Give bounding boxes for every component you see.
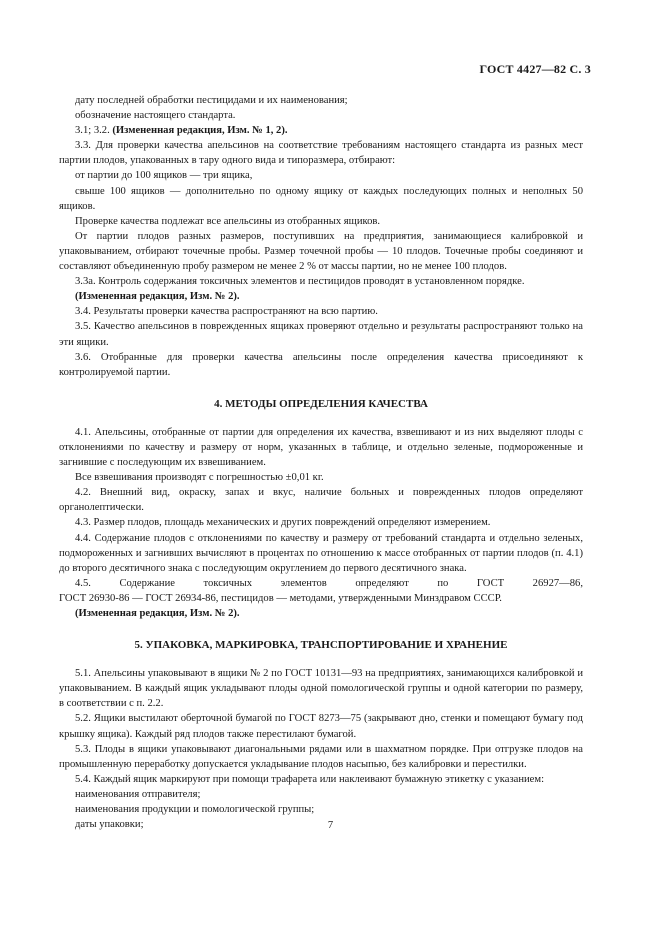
list-item: наименования отправителя; xyxy=(75,788,201,800)
amendment-note: (Измененная редакция, Изм. № 1, 2). xyxy=(112,125,288,137)
page-header: ГОСТ 4427—82 С. 3 xyxy=(479,62,591,76)
paragraph: 5.1. Апельсины упаковывают в ящики № 2 по ГОСТ 10131—93 на предприятиях, занимающихся калибровкой и упаковыванием. В каждый ящик укладывают плоды одной помологической группы и одной категории по размеру, в соответствии с п. 2.2. xyxy=(59,668,583,710)
amendment-note-text: (Измененная редакция, Изм. № 2). xyxy=(75,291,240,303)
paragraph: От партии плодов разных размеров, поступивших на предприятия, занимающиеся калибровкой и упаковыванием, отбирают точечные пробы. Размер точечной пробы — 10 плодов. Точечные пробы соединяют и составляют объединенную пробу размером не менее 2 % от массы партии, но не менее 100 плодов. xyxy=(59,230,583,273)
paragraph: 4.3. Размер плодов, площадь механических и других повреждений определяют измерением. xyxy=(75,517,491,529)
paragraph: обозначение настоящего стандарта. xyxy=(75,110,236,122)
paragraph: 3.3а. Контроль содержания токсичных элементов и пестицидов проводят в установленном порядке. xyxy=(75,276,525,288)
paragraph: 3.3. Для проверки качества апельсинов на соответствие требованиям настоящего стандарта из разных мест партии плодов, упакованных в тару одного вида и типоразмера, отбирают: xyxy=(59,140,583,167)
paragraph xyxy=(59,123,583,138)
paragraph: Проверке качества подлежат все апельсины из отобранных ящиков. xyxy=(75,215,381,227)
paragraph: ГОСТ 26930-86 — ГОСТ 26934-86, пестицидов — методами, утвержденными Минздравом СССР. xyxy=(59,592,502,604)
paragraph: 4.1. Апельсины, отобранные от партии для определения их качества, взвешивают и из них выделяют плоды с отклонениями по качеству и размеру от норм, указанных в таблице, и отдельно зеленые, подмороженные и загнившие с последующим их взвешиванием. xyxy=(59,426,583,469)
amendment-note-text: (Измененная редакция, Изм. № 2). xyxy=(75,608,240,619)
list-item: наименования продукции и помологической группы; xyxy=(75,804,315,816)
amendment-note xyxy=(59,606,583,621)
list-item: даты упаковки; xyxy=(75,819,144,831)
document-body xyxy=(59,93,583,832)
paragraph: 5.4. Каждый ящик маркируют при помощи трафарета или наклеивают бумажную этикетку с указанием: xyxy=(75,773,545,785)
paragraph: 3.5. Качество апельсинов в поврежденных ящиках проверяют отдельно и результаты распространяют только на эти ящики. xyxy=(59,321,583,348)
amendment-note xyxy=(59,289,583,304)
paragraph: 4.5. Содержание токсичных элементов определяют по ГОСТ 26927—86, xyxy=(75,577,583,589)
paragraph: 3.4. Результаты проверки качества распространяют на всю партию. xyxy=(75,306,378,318)
paragraph: 4.2. Внешний вид, окраску, запах и вкус, наличие больных и поврежденных плодов определяют органолептически. xyxy=(59,487,583,514)
section-heading-5: 5. УПАКОВКА, МАРКИРОВКА, ТРАНСПОРТИРОВАНИЕ И ХРАНЕНИЕ xyxy=(134,639,508,652)
paragraph: от партии до 100 ящиков — три ящика, xyxy=(75,170,253,182)
paragraph: 4.4. Содержание плодов с отклонениями по качеству и размеру от требований стандарта и отдельно зеленых, подмороженных и загнивших вычисляют в процентах по отношению к массе отобранных от партии плодов (п. 4.1) до второго десятичного знака с последующим округлением до первого десятичного знака. xyxy=(59,532,583,574)
paragraph: Все взвешивания производят с погрешностью ±0,01 кг. xyxy=(75,472,324,484)
paragraph: 5.2. Ящики выстилают оберточной бумагой по ГОСТ 8273—75 (закрывают дно, стенки и помещают бумагу под крышку ящика). Каждый ряд плодов также перестилают бумагой. xyxy=(59,713,583,740)
paragraph: 3.6. Отобранные для проверки качества апельсины после определения качества присоединяют к контролируемой партии. xyxy=(59,351,583,378)
paragraph: дату последней обработки пестицидами и их наименования; xyxy=(75,95,348,106)
section-heading-4: 4. МЕТОДЫ ОПРЕДЕЛЕНИЯ КАЧЕСТВА xyxy=(214,397,428,410)
paragraph: свыше 100 ящиков — дополнительно по одному ящику от каждых последующих полных и неполных 50 ящиков. xyxy=(59,185,583,212)
clause-ref: 3.1; 3.2. xyxy=(75,125,113,137)
paragraph: 5.3. Плоды в ящики упаковывают диагональными рядами или в шахматном порядке. При отгрузке плодов на промышленную переработку допускается укладывание плодов насыпью, без калибровки и перестилки. xyxy=(59,743,583,770)
page-number: 7 xyxy=(327,820,334,831)
